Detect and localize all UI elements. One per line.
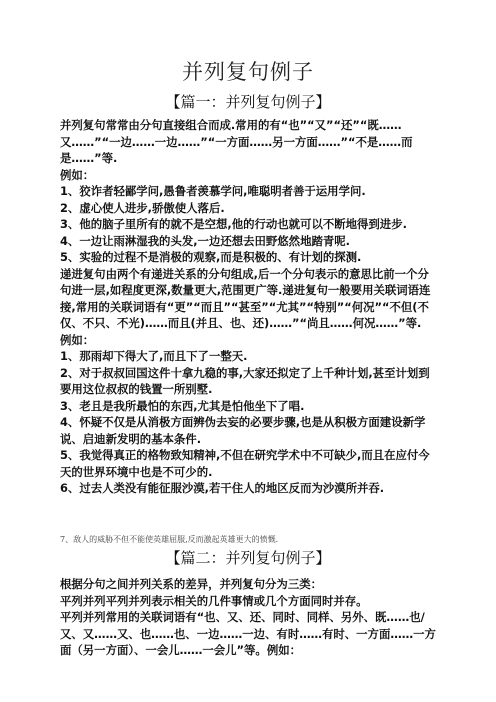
page-title: 并列复句例子 <box>182 60 314 84</box>
progressive-intro-paragraph: 递进复句由两个有递进关系的分句组成,后一个分句表示的意思比前一个分句进一层,如程度更深,数量更大,范围更广等.递进复句一般要用关联词语连接,常用的关联词语有“更”“而且”“甚至”“尤其”“特别”“何况”“不但(不仅、不只、不光)……而且(并且、也、还)……”“尚且……何况……”等. <box>60 266 431 330</box>
example-item: 1、那雨却下得大了,而且下了一整天. <box>60 349 248 363</box>
example-item: 1、狡诈者轻鄙学问,愚鲁者羡慕学问,唯聪明者善于运用学问. <box>60 184 366 198</box>
example-item: 3、老且是我所最怕的东西,尤其是怕他坐下了唱. <box>60 398 305 413</box>
section1-body <box>60 117 440 497</box>
example-item: 2、虚心使人进步,骄傲使人落后. <box>60 200 225 215</box>
section-heading-2: 【篇二：并列复句例子】 <box>165 549 331 567</box>
example-label: 例如： <box>60 332 95 347</box>
example-item: 6、过去人类没有能征服沙漠,若干住人的地区反而为沙漠所并吞. <box>60 481 385 495</box>
section2-body <box>60 576 440 659</box>
example-item-small: 7、敌人的威胁不但不能使英雄屈服,反而激起英雄更大的愤慨. <box>60 535 279 544</box>
example-item: 3、他的脑子里所有的就不是空想,他的行动也就可以不断地得到进步. <box>60 217 407 231</box>
example-item: 4、怀疑不仅是从消极方面辨伪去妄的必要步骤,也是从积极方面建设新学说、启迪新发明的基本条件. <box>60 415 426 446</box>
section2-line: 平列并列平列并列表示相关的几件事情或几个方面同时并存。 <box>60 593 368 608</box>
section-heading-1: 【篇一：并列复句例子】 <box>165 93 331 111</box>
example-label: 例如： <box>60 167 95 182</box>
example-item: 2、对于叔叔回国这件十拿九稳的事,大家还拟定了上千种计划,甚至计划到要用这位叔叔的钱置一所别墅. <box>60 365 430 396</box>
example-item: 4、一边让雨淋湿我的头发,一边还想去田野悠然地踏青呢. <box>60 233 350 248</box>
example-item: 5、实验的过程不是消极的观察,而是积极的、有计划的探测. <box>60 250 362 264</box>
section2-line: 根据分句之间并列关系的差异，并列复句分为三类： <box>60 577 322 591</box>
example-item: 5、我觉得真正的格物致知精神,不但在研究学术中不可缺少,而且在应付今天的世界环境中也是不可少的. <box>60 448 430 479</box>
intro-paragraph: 并列复句常常由分句直接组合而成.常用的有“也”“又”“还”“既……又……”“一边……一边……”“一方面……另一方面……”“不是……而是……”等. <box>60 118 413 165</box>
section2-line: 平列并列常用的关联词语有“也、又、还、同时、同样、另外、既……也/又、又……又、也……也、一边……一边、有时……有时、一方面……一方面（另一方面）、一会儿……一会儿”等。例如： <box>60 610 436 657</box>
